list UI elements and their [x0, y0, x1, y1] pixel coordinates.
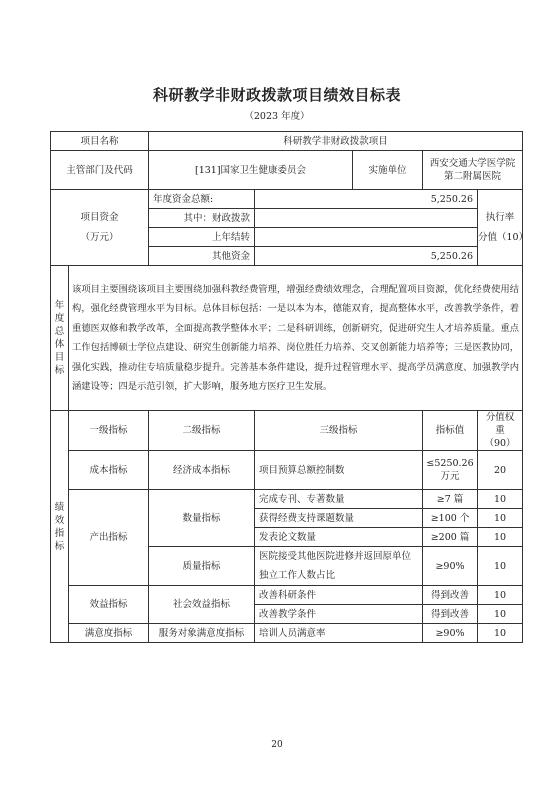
satisfaction-level2: 服务对象满意度指标: [149, 624, 255, 643]
indicators-label: 绩 效 指 标: [51, 411, 69, 643]
project-name-label: 项目名称: [51, 132, 149, 151]
execution-rate-label: [478, 190, 529, 266]
execution-rate-line2: 分值（10）: [478, 231, 529, 243]
header-level1: 一级指标: [69, 411, 149, 451]
project-name-value: 科研教学非财政拨款项目: [149, 132, 523, 151]
row-benefit-1: [51, 586, 523, 605]
header-value: 指标值: [423, 411, 478, 451]
benefit-1-weight: 10: [478, 586, 523, 605]
annual-total-label: 年度资金总额:: [149, 190, 255, 209]
row-funds-annual: [51, 190, 523, 209]
output-4-weight: 10: [478, 547, 523, 586]
row-satisfaction: [51, 624, 523, 643]
satisfaction-weight: 10: [478, 624, 523, 643]
cost-value: ≤5250.26 万元: [423, 451, 478, 490]
benefit-1-value: 得到改善: [423, 586, 478, 605]
carryover-label: 上年结转: [149, 228, 255, 247]
annual-total-value: 5,250.26: [255, 190, 478, 209]
cost-weight: 20: [478, 451, 523, 490]
header-level2: 二级指标: [149, 411, 255, 451]
output-3-level3: 发表论文数量: [255, 528, 423, 547]
output-2-level3: 获得经费支持课题数量: [255, 509, 423, 528]
satisfaction-level1: 满意度指标: [69, 624, 149, 643]
benefit-2-weight: 10: [478, 605, 523, 624]
implementing-unit-value: 西安交通大学医学院第二附属医院: [423, 151, 523, 190]
department-value: [131]国家卫生健康委员会: [149, 151, 353, 190]
funds-label: [51, 190, 149, 266]
output-2-value: ≥100 个: [423, 509, 478, 528]
output-2-weight: 10: [478, 509, 523, 528]
benefit-level2: 社会效益指标: [149, 586, 255, 624]
row-cost: [51, 451, 523, 490]
implementing-unit-label: 实施单位: [353, 151, 423, 190]
cost-level2: 经济成本指标: [149, 451, 255, 490]
header-weight: 分值权重（90）: [478, 411, 523, 451]
other-funds-label: 其他资金: [149, 247, 255, 266]
annual-goal-label: 年 度 总 体 目 标: [51, 266, 69, 411]
satisfaction-value: ≥90%: [423, 624, 478, 643]
cost-level1: 成本指标: [69, 451, 149, 490]
benefit-2-value: 得到改善: [423, 605, 478, 624]
output-3-value: ≥200 篇: [423, 528, 478, 547]
header-level3: 三级指标: [255, 411, 423, 451]
department-label: 主管部门及代码: [51, 151, 149, 190]
output-4-level3: 医院接受其他医院进修并返回原单位独立工作人数占比: [255, 547, 423, 586]
cost-level3: 项目预算总额控制数: [255, 451, 423, 490]
benefit-level1: 效益指标: [69, 586, 149, 624]
page-subtitle: （2023 年度）: [244, 111, 310, 122]
output-3-weight: 10: [478, 528, 523, 547]
row-indicator-header: [51, 411, 523, 451]
row-output-1: [51, 490, 523, 509]
satisfaction-level3: 培训人员满意率: [255, 624, 423, 643]
quantity-level2: 数量指标: [149, 490, 255, 547]
row-project-name: [51, 132, 523, 151]
page-number: 20: [271, 740, 283, 750]
quality-level2: 质量指标: [149, 547, 255, 586]
execution-rate-line1: 执行率: [485, 211, 515, 223]
output-1-level3: 完成专刊、专著数量: [255, 490, 423, 509]
funds-label-line1: 项目资金: [80, 211, 119, 223]
fiscal-allocation-label: 其中：财政拨款: [149, 209, 255, 228]
page-title: 科研教学非财政拨款项目绩效目标表: [152, 86, 401, 104]
benefit-1-level3: 改善科研条件: [255, 586, 423, 605]
other-funds-value: 5,250.26: [255, 247, 478, 266]
output-4-value: ≥90%: [423, 547, 478, 586]
output-level1: 产出指标: [69, 490, 149, 586]
row-annual-goal: [51, 266, 523, 411]
fiscal-allocation-value: [255, 209, 478, 228]
performance-goal-table: [50, 131, 529, 643]
funds-label-line2: （万元）: [80, 231, 119, 243]
row-department: [51, 151, 523, 190]
benefit-2-level3: 改善教学条件: [255, 605, 423, 624]
carryover-value: [255, 228, 478, 247]
output-1-weight: 10: [478, 490, 523, 509]
output-1-value: ≥7 篇: [423, 490, 478, 509]
annual-goal-text: 该项目主要围绕该项目主要围绕加强科教经费管理，增强经费绩效理念，合理配置项目资源，优化经费使用结构，强化经费管理水平为目标。总体目标包括：一是以本为本，德能双育，提高整体水平，改善教学条件，着重德医双修和教学改革，全面提高教学整体水平；二是科研训练，创新研究，促进研究生人才培养质量。重点工作包括博硕士学位点建设、研究生创新能力培养、岗位胜任力培养、交叉创新能力培养等；三是医教协同，强化实践，推动住专培质量稳步提升。完善基本条件建设，提升过程管理水平、提高学员满意度、加强教学内涵建设等；四是示范引领，扩大影响，服务地方医疗卫生发展。: [69, 266, 523, 411]
